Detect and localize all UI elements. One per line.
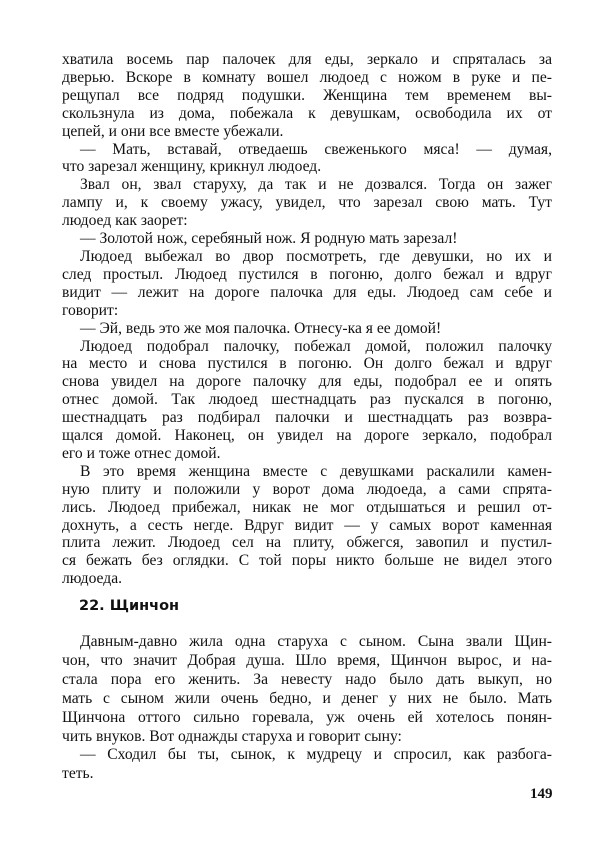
text-line: хватила восемь пар палочек для еды, зеркало и спряталась за bbox=[62, 51, 552, 68]
text-line: ся бежать без оглядки. С той поры никто больше не видел этого bbox=[62, 552, 552, 570]
text-line: рещупал все подряд подушки. Женщина тем временем вы- bbox=[62, 86, 552, 104]
page-number: 149 bbox=[530, 786, 553, 802]
text-line: людоеда. bbox=[62, 570, 123, 588]
text-line: на место и снова пустился в погоню. Он долго бежал и вдруг bbox=[62, 355, 552, 373]
story-text-shchinchon bbox=[62, 633, 552, 784]
text-line: отнес домой. Так людоед шестнадцать раз пускался в погоню, bbox=[62, 391, 552, 409]
text-line: цепей, и они все вместе убежали. bbox=[62, 122, 284, 140]
text-line: щался домой. Наконец, он увидел на дороге зеркало, подобрал bbox=[62, 427, 552, 445]
text-line: видит — лежит на дороге палочка для еды. Людоед сам себе и bbox=[62, 283, 552, 301]
text-line: людоед как заорет: bbox=[62, 212, 188, 230]
chapter-heading: 22. Щинчон bbox=[79, 598, 180, 614]
text-line: шестнадцать раз подбирал палочки и шестнадцать раз возвра- bbox=[62, 409, 552, 427]
text-line: Звал он, звал старуху, да так и не дозвался. Тогда он зажег bbox=[80, 176, 552, 194]
text-line: говорит: bbox=[62, 301, 119, 319]
text-line: теть. bbox=[62, 765, 94, 783]
text-line: дверью. Вскоре в комнату вошел людоед с ножом в руке и пе- bbox=[62, 68, 552, 86]
text-line: — Эй, ведь это же моя палочка. Отнесу-ка я ее домой! bbox=[80, 319, 442, 337]
text-line: Щинчона оттого сильно горевала, уж очень ей хотелось понян- bbox=[62, 708, 552, 726]
text-line: чить внуков. Вот однажды старуха и говорит сыну: bbox=[62, 727, 402, 745]
text-line: Людоед подобрал палочку, побежал домой, положил палочку bbox=[80, 337, 552, 355]
text-line: его и тоже отнес домой. bbox=[62, 444, 221, 462]
text-line: Давным-давно жила одна старуха с сыном. Сына звали Щин- bbox=[80, 633, 552, 650]
text-line: — Золотой нож, серебяный нож. Я родную мать зарезал! bbox=[80, 230, 458, 248]
text-line: лись. Людоед прибежал, никак не мог отдышаться и решил от- bbox=[62, 498, 552, 516]
story-text-continued bbox=[62, 51, 552, 588]
text-line: Людоед выбежал во двор посмотреть, где девушки, но их и bbox=[80, 247, 552, 265]
text-line: — Сходил бы ты, сынок, к мудрецу и спросил, как разбога- bbox=[80, 746, 552, 764]
text-line: дохнуть, а сесть негде. Вдруг видит — у самых ворот каменная bbox=[62, 516, 552, 534]
text-line: ную плиту и положили у ворот дома людоеда, а сами спрята- bbox=[62, 480, 552, 498]
text-line: след простыл. Людоед пустился в погоню, долго бежал и вдруг bbox=[62, 265, 552, 283]
text-line: плита лежит. Людоед сел на плиту, обжегся, завопил и пустил- bbox=[62, 534, 552, 552]
text-line: скользнула из дома, побежала к девушкам, освободила их от bbox=[62, 104, 552, 122]
text-line: стала пора его женить. За невесту надо было дать выкуп, но bbox=[62, 670, 552, 688]
text-line: лампу и, к своему ужасу, увидел, что зарезал свою мать. Тут bbox=[62, 194, 552, 212]
text-line: чон, что значит Добрая душа. Шло время, Щинчон вырос, и на- bbox=[62, 651, 552, 669]
text-line: — Мать, вставай, отведаешь свеженького мяса! — думая, bbox=[80, 140, 552, 158]
text-line: снова увидел на дороге палочку для еды, подобрал ее и опять bbox=[62, 373, 552, 391]
text-line: В это время женщина вместе с девушками раскалили камен- bbox=[80, 462, 552, 480]
text-line: что зарезал женщину, крикнул людоед. bbox=[62, 158, 322, 176]
text-line: мать с сыном жили очень бедно, и денег у них не было. Мать bbox=[62, 689, 552, 707]
